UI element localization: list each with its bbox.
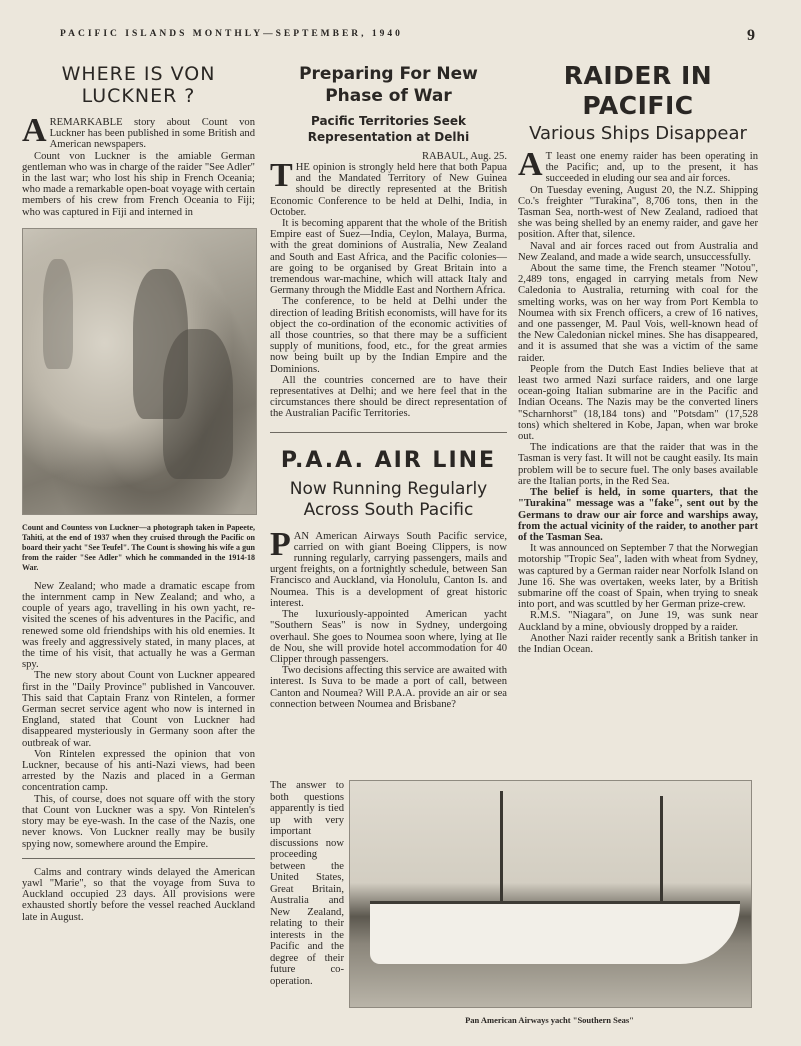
- running-head-text: PACIFIC ISLANDS MONTHLY—SEPTEMBER, 1940: [60, 29, 403, 39]
- raider-paragraph: About the same time, the French steamer "Notou", 2,489 tons, engaged in carrying metals from New Caledonia to Australia, returning with coal for the smelting works, was on her way from Port Kembla to Noumea with six French officers, a crew of 16 natives, and one passenger, M. Paul Vois, well-known head of the New Caledonian nickel mines. She has disappeared, and it is assumed that she was a victim of the same raider.: [518, 263, 758, 364]
- luckner-photo-caption: Count and Countess von Luckner—a photograph taken in Papeete, Tahiti, at the end of 1937 when they cruised through the Pacific on board their yacht "See Teufel". The Count is showing his wife a gun from the raider "See Adler" which he commanded in the 1914-18 War.: [22, 522, 255, 572]
- phase-dropcap: T: [270, 157, 293, 194]
- divider: [270, 432, 507, 433]
- luckner-paragraph: This, of course, does not square off with the story that Count von Luckner was a spy. Von Rintelen's story may be eye-wash. In the case of the Nazis, one never knows. Von Luckner really may be busily spying now, somewhere around the Empire.: [22, 793, 255, 850]
- von-luckner-photo: [22, 228, 257, 515]
- column-new-phase: [270, 55, 507, 710]
- raider-paragraph: The belief is held, in some quarters, that the "Turakina" message was a "fake", sent out by the Germans to draw our air force and warships away, from the actual vicinity of the raider, to another part of the Tasman Sea.: [518, 487, 758, 543]
- page-number: 9: [747, 27, 755, 44]
- phase-paragraph: THE opinion is strongly held here that both Papua and the Mandated Territory of New Guinea should be directly represented at the British Economic Conference to be held at Delhi, India, in October.: [270, 157, 507, 218]
- raider-headline: RAIDER IN PACIFIC: [563, 61, 713, 120]
- paa-paragraph: The answer to both questions apparently is tied up with very important discussions now proceeding between the United States, Great Britain, Australia and New Zealand, relating to their interests in the Pacific and the degree of their future co-operation.: [270, 780, 344, 987]
- luckner-dropcap: A: [22, 112, 47, 149]
- photo-ship-hull: [370, 901, 740, 964]
- paa-continuation: [270, 780, 344, 987]
- raider-subheadline: Various Ships Disappear: [529, 123, 747, 144]
- luckner-paragraph: Count von Luckner is the amiable German gentleman who was in charge of the raider "See Adler" in the last war; who lost his ship in French Oceania; who made a remarkable open-boat voyage with certain members of his crew from French Oceania to Fiji; who was captured in Fiji and interned in: [22, 150, 255, 218]
- raider-paragraph: R.M.S. "Niagara", on June 19, was sunk near Auckland by a mine, obviously dropped by a raider.: [518, 610, 758, 633]
- photo-figure-countess: [163, 329, 233, 479]
- luckner-headline: WHERE IS VON LUCKNER ?: [61, 63, 216, 107]
- raider-dropcap: A: [518, 146, 543, 183]
- paa-subheadline: Now Running Regularly Across South Pacific: [289, 478, 488, 520]
- raider-paragraph: A T least one enemy raider has been operating in the Pacific; and, up to the present, it has succeeded in eluding our sea and air forces.: [518, 146, 758, 185]
- phase-headline: Preparing For New Phase of War: [299, 64, 478, 106]
- paa-paragraph: PAN American Airways South Pacific service, carried on with giant Boeing Clippers, is now running regularly, carrying passengers, mails and urgent freights, on a fortnightly schedule, between San Francisco and Auckland, via Honolulu, Canton Is. and Noumea. This is a development of great historic interest.: [270, 525, 507, 609]
- phase-subheadline: Pacific Territories Seek Representation at Delhi: [307, 114, 470, 144]
- raider-paragraph: Another Nazi raider recently sank a British tanker in the Indian Ocean.: [518, 632, 758, 655]
- column-raider: [518, 55, 758, 655]
- marie-paragraph: Calms and contrary winds delayed the American yawl "Marie", so that the voyage from Suva to Auckland occupied 23 days. All provisions were exhausted shortly before the vessel reached Auckland late in August.: [22, 866, 255, 923]
- southern-seas-photo-caption: Pan American Airways yacht "Southern Seas": [465, 1015, 634, 1025]
- photo-gun: [43, 259, 73, 369]
- divider: [22, 858, 255, 859]
- luckner-paragraph: New Zealand; who made a dramatic escape from the internment camp in New Zealand; and who, a couple of years ago, travelling in his own yacht, re-visited the scenes of his adventures in the Pacific, and renewed some old friendships with his old enemies. It was freely and aggressively stated, in many places, at the time of his visit, that actually he was a German spy.: [22, 580, 255, 671]
- raider-paragraph: On Tuesday evening, August 20, the N.Z. Shipping Co.'s freighter "Turakina", 8,706 tons, then in the Tasman Sea, north-west of New Zealand, radioed that she was being shelled by an enemy raider, and gave her position. After that, silence.: [518, 184, 758, 241]
- paa-paragraph: Two decisions affecting this service are awaited with interest. Is Suva to be made a port of call, between Canton and Noumea? Will P.A.A. provide an air or sea connection between Noumea and Brisbane?: [270, 665, 507, 710]
- raider-paragraph: People from the Dutch East Indies believe that at least two armed Nazi surface raiders, and one large ocean-going Italian submarine are in the Pacific and Indian Oceans. The Nazis may be the converted liners "Scharnhorst" (18,184 tons) and "Potsdam" (17,528 tons) which sheltered in Kobe, Japan, when war broke out.: [518, 363, 758, 443]
- raider-paragraph: It was announced on September 7 that the Norwegian motorship "Tropic Sea", laden with wheat from Sydney, was captured by a German raider near Norfolk Island on June 16. She was overtaken, weeks later, by a British submarine off the coast of Spain, when trying to sneak into port, and was scuttled by her German prize-crew.: [518, 543, 758, 611]
- photo-mast: [660, 796, 663, 906]
- luckner-paragraph: AREMARKABLE story about Count von Luckner has been published in some British and American newspapers.: [22, 112, 255, 151]
- phase-paragraph: All the countries concerned are to have their representatives at Delhi; and we here feel that in the circumstances there should be direct representation of the Australian Pacific Territories.: [270, 374, 507, 420]
- luckner-paragraph: Von Rintelen expressed the opinion that von Luckner, because of his anti-Nazi views, had been arrested by the Nazis and placed in a German concentration camp.: [22, 748, 255, 794]
- paa-dropcap: P: [270, 525, 291, 563]
- raider-paragraph: Naval and air forces raced out from Australia and New Zealand, and made a wide search, unsuccessfully.: [518, 240, 758, 263]
- running-head: [0, 27, 801, 45]
- phase-paragraph: The conference, to be held at Delhi under the direction of leading British economists, will have for its object the co-ordination of the economic activities of all those countries, so that there may be a sufficient supply of munitions, food, etc., for the great armies now being built up by the Indian Empire and the Dominions.: [270, 296, 507, 375]
- photo-mast: [500, 791, 503, 911]
- column-von-luckner: [22, 55, 255, 923]
- phase-dateline: RABAUL, Aug. 25.: [421, 151, 507, 162]
- raider-paragraph: The indications are that the raider that was in the Tasman is very fast. It will not be caught easily. Its main problem will be to secure fuel. The only bases available are the Italian ports, in the Red Sea.: [518, 442, 758, 487]
- luckner-paragraph: The new story about Count von Luckner appeared first in the "Daily Province" published in Vancouver. This said that Captain Franz von Rintelen, a former German secret service agent who now is interned in England, stated that Count von Luckner had disappeared mysteriously in Germany soon after the outbreak of war.: [22, 670, 255, 749]
- phase-paragraph: It is becoming apparent that the whole of the British Empire east of Suez—India, Ceylon, Malaya, Burma, with the great dominions of Australia, New Zealand and South and East Africa, and the Pacific colonies—are going to be organised by Great Britain into a tremendous war-machine, which will attack Italy and Germany through the Middle East and Northern Africa.: [270, 218, 507, 297]
- paa-headline: P.A.A. AIR LINE: [280, 447, 497, 473]
- southern-seas-yacht-photo: [349, 780, 752, 1008]
- paa-paragraph: The luxuriously-appointed American yacht "Southern Seas" is now in Sydney, undergoing overhaul. She goes to Noumea soon where, lying at Ile de Nou, she will provide hotel accommodation for 40 Clipper through passengers.: [270, 609, 507, 665]
